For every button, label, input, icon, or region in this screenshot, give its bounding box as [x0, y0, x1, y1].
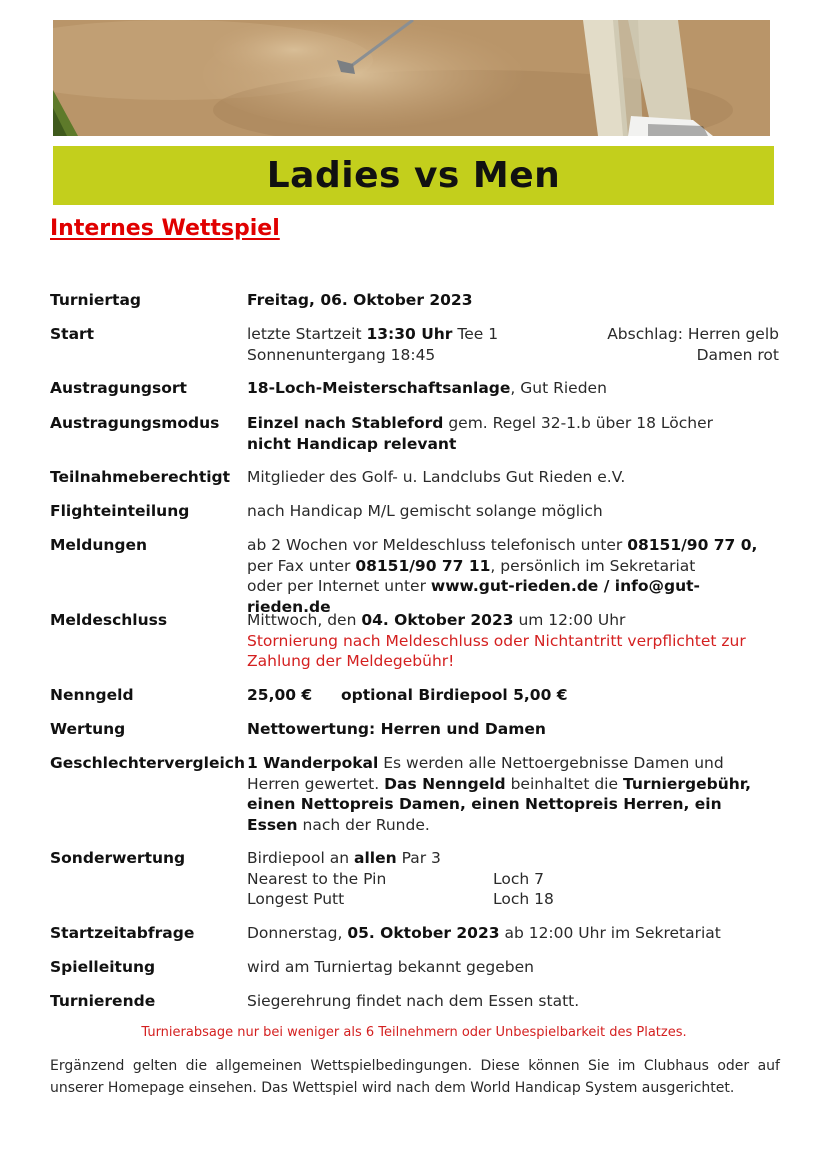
start-abschlag: Abschlag: Herren gelb: [607, 325, 779, 343]
meldungen-fax: 08151/90 77 11: [355, 556, 491, 575]
label-spielleitung: Spielleitung: [50, 958, 156, 976]
vergleich-text-3: nach der Runde.: [297, 815, 430, 834]
label-meldungen: Meldungen: [50, 536, 148, 554]
meldungen-text-3: , persönlich im Sekretariat: [490, 556, 696, 575]
sonder-text-1: Birdiepool an: [247, 849, 355, 867]
start-tee: Tee 1: [452, 325, 499, 343]
title-bar: [53, 146, 774, 205]
value-spielleitung: wird am Turniertag bekannt gegeben: [247, 958, 534, 976]
label-turniertag: Turniertag: [50, 291, 142, 309]
value-flighteinteilung: nach Handicap M/L gemischt solange möglich: [247, 502, 603, 520]
label-sonderwertung: Sonderwertung: [50, 849, 186, 867]
meldungen-telefon: 08151/90 77 0,: [627, 536, 758, 554]
value-turniertag: Freitag, 06. Oktober 2023: [247, 291, 473, 309]
meldeschluss-warning: Stornierung nach Meldeschluss oder Nichtantritt verpflichtet zur Zahlung der Meldegebühr!: [247, 631, 746, 670]
label-turnierende: Turnierende: [50, 992, 156, 1010]
start-text-1: letzte Startzeit: [247, 325, 367, 343]
golf-bunker-image: [53, 20, 770, 136]
value-wertung: Nettowertung: Herren und Damen: [247, 720, 546, 738]
value-ort: , Gut Rieden: [510, 379, 607, 397]
page-title: Ladies vs Men: [266, 155, 561, 196]
sonder-loch-7: Loch 7: [493, 869, 544, 888]
label-meldeschluss: Meldeschluss: [50, 611, 168, 629]
meldungen-text-2: per Fax unter: [247, 556, 356, 575]
abfrage-text-2: ab 12:00 Uhr im Sekretariat: [499, 924, 721, 942]
value-birdiepool: optional Birdiepool 5,00 €: [341, 686, 568, 704]
value-nenngeld: 25,00 €: [247, 686, 313, 704]
vergleich-text-2: beinhaltet die: [505, 774, 623, 793]
vergleich-text-1: Es werden alle Nettoergebnisse Damen und Herren gewertet.: [247, 754, 724, 793]
label-flighteinteilung: Flighteinteilung: [50, 502, 190, 520]
sonder-nearest: Nearest to the Pin: [247, 869, 387, 888]
vergleich-nenngeld: Das Nenngeld: [384, 774, 506, 793]
sonder-par: Par 3: [396, 849, 441, 867]
start-sunset: Sonnenuntergang 18:45: [247, 345, 436, 364]
label-teilnahme: Teilnahmeberechtigt: [50, 468, 231, 486]
sonder-longest: Longest Putt: [247, 890, 345, 908]
value-turnierende: Siegerehrung findet nach dem Essen statt.: [247, 992, 580, 1010]
label-startzeitabfrage: Startzeitabfrage: [50, 924, 195, 942]
label-start: Start: [50, 325, 95, 343]
meldeschluss-text-1: Mittwoch, den: [247, 611, 362, 629]
abfrage-text-1: Donnerstag,: [247, 924, 348, 942]
abfrage-date: 05. Oktober 2023: [347, 924, 500, 942]
vergleich-pokal: 1 Wanderpokal: [247, 754, 379, 772]
label-geschlechtervergleich: Geschlechtervergleich: [50, 754, 246, 772]
label-austragungsmodus: Austragungsmodus: [50, 414, 220, 432]
meldungen-web-link[interactable]: www.gut-rieden.de / info@gut-rieden.de: [247, 577, 700, 616]
label-wertung: Wertung: [50, 720, 126, 738]
label-nenngeld: Nenngeld: [50, 686, 134, 704]
sonder-loch-18: Loch 18: [493, 890, 554, 908]
meldungen-text-4: oder per Internet unter: [247, 577, 431, 595]
value-modus: Einzel nach Stableford: [247, 414, 444, 432]
meldeschluss-time: um 12:00 Uhr: [513, 611, 626, 629]
meldungen-text-1: ab 2 Wochen vor Meldeschluss telefonisch unter: [247, 536, 628, 554]
subtitle: Internes Wettspiel: [50, 216, 280, 241]
value-anlage: 18-Loch-Meisterschaftsanlage: [247, 379, 511, 397]
start-damen: Damen rot: [696, 345, 779, 364]
label-austragungsort: Austragungsort: [50, 379, 187, 397]
header-photo: [53, 20, 770, 136]
sonder-allen: allen: [354, 849, 397, 867]
value-handicap: nicht Handicap relevant: [247, 434, 457, 453]
cancellation-note: Turnierabsage nur bei weniger als 6 Teilnehmern oder Unbespielbarkeit des Platzes.: [141, 1025, 687, 1040]
start-time: 13:30 Uhr: [366, 325, 453, 343]
meldeschluss-date: 04. Oktober 2023: [361, 611, 514, 629]
value-regel: gem. Regel 32-1.b über 18 Löcher: [443, 414, 713, 432]
value-teilnahme: Mitglieder des Golf- u. Landclubs Gut Rieden e.V.: [247, 468, 626, 486]
footer-text: Ergänzend gelten die allgemeinen Wettspielbedingungen. Diese können Sie im Clubhaus oder auf unserer Homepage einsehen. Das Wettspiel wird nach dem World Handicap System ausgerichtet.: [50, 1058, 780, 1096]
vergleich-leistungen: Turniergebühr, einen Nettopreis Damen, einen Nettopreis Herren, ein Essen: [247, 774, 752, 834]
